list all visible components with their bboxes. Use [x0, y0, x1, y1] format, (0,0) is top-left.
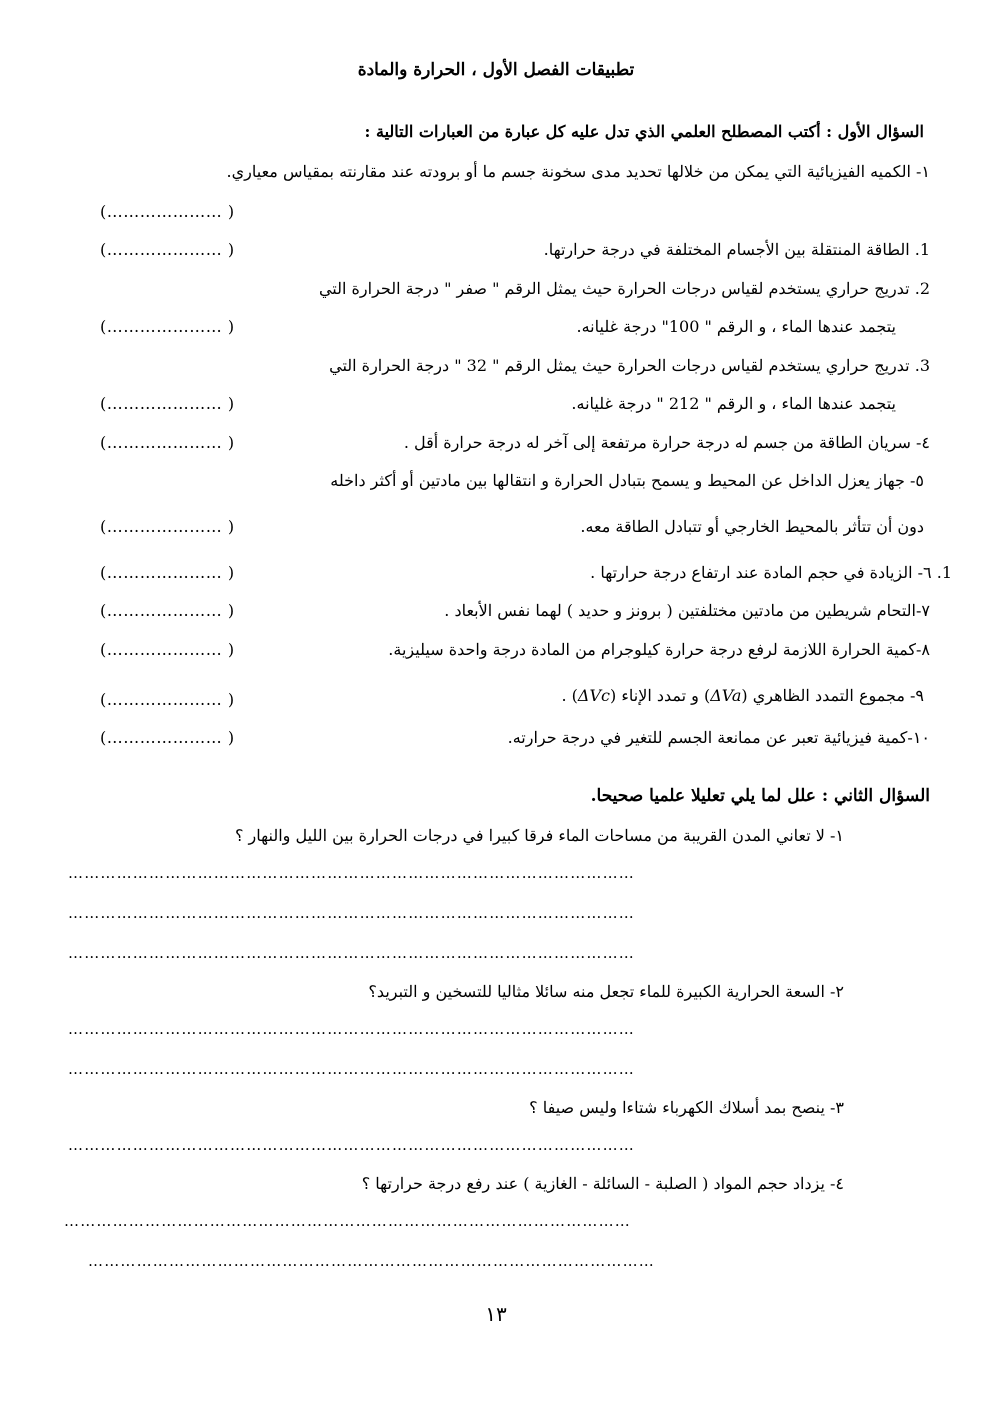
q1-item-7: ٧-التحام شريطين من مادتين مختلفتين ( برونز و حديد ) لهما نفس الأبعاد . — [444, 601, 930, 620]
q1-item-8: ٨-كمية الحرارة اللازمة لرفع درجة حرارة كيلوجرام من المادة درجة واحدة سيليزية. — [388, 640, 930, 659]
q1-item-5: ٥- جهاز يعزل الداخل عن المحيط و يسمح بتبادل الحرارة و انتقالها بين مادتين أو أكثر داخله — [330, 471, 924, 490]
q2-question-4: ٤- يزداد حجم المواد ( الصلبة - السائلة - الغازية ) عند رفع درجة حرارتها ؟ — [361, 1174, 844, 1193]
q1-item-3: 3. تدريج حراري يستخدم لقياس درجات الحرارة حيث يمثل الرقم " 32 " درجة الحرارة التي — [329, 356, 930, 375]
q1-item-5-cont: دون أن تتأثر بالمحيط الخارجي أو تتبادل الطاقة معه. — [580, 517, 924, 536]
q1-item-3-cont: يتجمد عندها الماء ، و الرقم " 212 " درجة غليانه. — [571, 394, 896, 413]
q2-question-1: ١- لا تعاني المدن القريبة من مساحات الماء فرقا كبيرا في درجات الحرارة بين الليل والنهار ؟ — [234, 826, 844, 845]
answer-blank[interactable]: (………………… ) — [100, 240, 235, 259]
answer-blank[interactable]: (………………… ) — [100, 728, 235, 747]
answer-dots[interactable]: …………………………………………………………………………………………… — [68, 864, 635, 882]
answer-blank[interactable]: (………………… ) — [100, 202, 235, 221]
q1-item-9-part2: و تمدد الإناء — [621, 686, 699, 705]
q1-item-4: ٤- سريان الطاقة من جسم له درجة حرارة مرتفعة إلى آخر له درجة حرارة أقل . — [403, 433, 930, 452]
answer-dots[interactable]: …………………………………………………………………………………………… — [88, 1252, 655, 1270]
delta-va-symbol: ΔVa — [710, 686, 742, 705]
answer-blank[interactable]: (………………… ) — [100, 517, 235, 536]
q2-question-3: ٣- ينصح بمد أسلاك الكهرباء شتاءا وليس صيفا ؟ — [529, 1098, 844, 1117]
answer-dots[interactable]: …………………………………………………………………………………………… — [68, 904, 635, 922]
q1-item-6: 1. ٦- الزيادة في حجم المادة عند ارتفاع درجة حرارتها . — [590, 563, 952, 582]
answer-dots[interactable]: …………………………………………………………………………………………… — [68, 1136, 635, 1154]
answer-dots[interactable]: …………………………………………………………………………………………… — [64, 1212, 631, 1230]
q1-item-2: 2. تدريج حراري يستخدم لقياس درجات الحرارة حيث يمثل الرقم " صفر " درجة الحرارة التي — [318, 279, 930, 298]
delta-vc-symbol: ΔVc — [577, 686, 610, 705]
answer-dots[interactable]: …………………………………………………………………………………………… — [68, 1060, 635, 1078]
page-title: تطبيقات الفصل الأول ، الحرارة والمادة — [357, 60, 635, 80]
question-2-heading: السؤال الثاني : علل لما يلي تعليلا علميا صحيحا. — [590, 786, 930, 806]
q1-item-9-part1: ٩- مجموع التمدد الظاهري — [752, 686, 924, 705]
q1-item-2-cont: يتجمد عندها الماء ، و الرقم " 100" درجة غليانه. — [576, 317, 896, 336]
answer-blank[interactable]: (………………… ) — [100, 563, 235, 582]
page-number: ١٣ — [485, 1302, 507, 1326]
answer-blank-alt[interactable]: (………………… ) — [100, 640, 235, 659]
q2-question-2: ٢- السعة الحرارية الكبيرة للماء تجعل منه سائلا مثاليا للتسخين و التبريد؟ — [368, 982, 844, 1001]
q1-item-10: ١٠-كمية فيزيائية تعبر عن ممانعة الجسم للتغير في درجة حرارته. — [507, 728, 930, 747]
question-1-heading: السؤال الأول : أكتب المصطلح العلمي الذي تدل عليه كل عبارة من العبارات التالية : — [364, 122, 924, 141]
answer-dots[interactable]: …………………………………………………………………………………………… — [68, 944, 635, 962]
answer-blank[interactable]: (………………… ) — [100, 601, 235, 620]
answer-blank[interactable]: (………………… ) — [100, 317, 235, 336]
answer-blank[interactable]: (………………… ) — [100, 433, 235, 452]
answer-dots[interactable]: …………………………………………………………………………………………… — [68, 1020, 635, 1038]
q1-item-intro: ١- الكميه الفيزيائية التي يمكن من خلالها تحديد مدى سخونة جسم ما أو برودته عند مقارنته بمقياس معياري. — [226, 162, 930, 181]
answer-blank[interactable]: (………………… ) — [100, 394, 235, 413]
q1-item-9: ٩- مجموع التمدد الظاهري (ΔVa) و تمدد الإناء (ΔVc) . — [561, 686, 924, 705]
q1-item-1: 1. الطاقة المنتقلة بين الأجسام المختلفة في درجة حرارتها. — [543, 240, 930, 259]
answer-blank[interactable]: (………………… ) — [100, 690, 235, 709]
